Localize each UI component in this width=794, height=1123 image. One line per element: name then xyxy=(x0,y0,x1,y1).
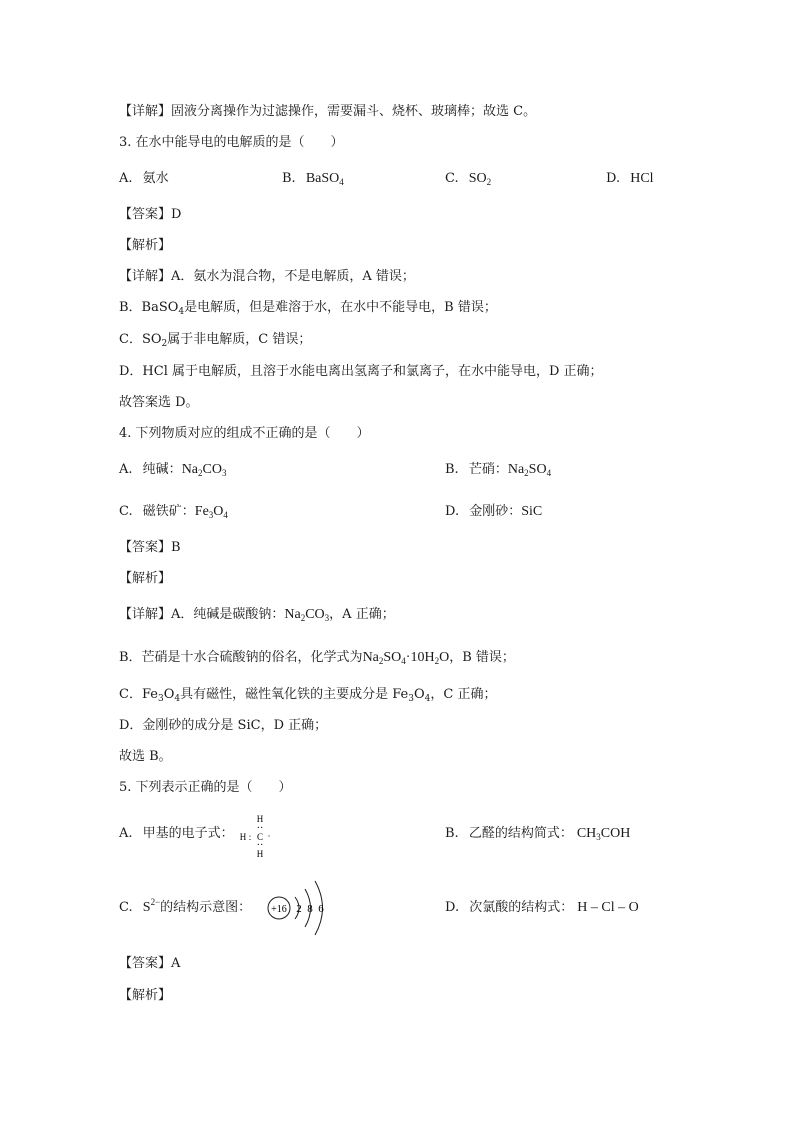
q5-option-b: B. 乙醛的结构简式： $CH_3COH$ xyxy=(445,826,631,842)
answer-label: 【答案】A xyxy=(119,956,181,971)
analysis-label: 【解析】 xyxy=(119,238,172,253)
q4-option-a: A. 纯碱：$Na_2CO_3$ xyxy=(119,462,227,478)
lewis-h-left: H xyxy=(239,832,247,842)
explanation-line: 故选 B。 xyxy=(119,749,172,764)
question-3-stem: 3. 在水中能导电的电解质的是（ ） xyxy=(119,135,344,150)
detail-line: 【详解】固液分离操作为过滤操作，需要漏斗、烧杯、玻璃棒；故选 C。 xyxy=(119,104,537,119)
question-5-stem: 5. 下列表示正确的是（ ） xyxy=(119,780,292,795)
methyl-lewis-structure xyxy=(236,812,276,862)
lewis-h-bottom: H xyxy=(256,849,264,859)
sulfur-ion-diagram xyxy=(262,875,332,940)
formula-baso4: BaSO$_4$ xyxy=(305,171,344,187)
shell-2-count: 8 xyxy=(307,903,313,915)
shell-1-count: 2 xyxy=(296,903,302,915)
explanation-line: 【详解】A．氨水为混合物，不是电解质，A 错误； xyxy=(119,269,415,284)
formula-sic: SiC xyxy=(521,504,543,519)
explanation-line: B．芒硝是十水合硫酸钠的俗名，化学式为$Na_2SO_4\cdot 10H_2O$，B 错误； xyxy=(119,650,515,666)
answer-label: 【答案】B xyxy=(119,540,181,555)
explanation-line: 【详解】A．纯碱是碳酸钠：$Na_2CO_3$，A 正确； xyxy=(119,607,395,623)
lewis-dot-right: · xyxy=(267,831,271,841)
q3-option-b xyxy=(282,170,344,188)
nucleus-charge: +16 xyxy=(271,904,287,915)
q3-option-c xyxy=(445,170,491,188)
lewis-dots-top: ·· xyxy=(256,823,264,834)
explanation-line: C．$Fe_3O_4$具有磁性，磁性氧化铁的主要成分是 $Fe_3O_4$，C 正确； xyxy=(119,687,497,704)
ion-s2-minus: $S^{2-}$ xyxy=(142,897,161,915)
answer-label: 【答案】D xyxy=(119,207,182,222)
q5-option-a: A. 甲基的电子式： xyxy=(119,826,234,841)
explanation-line: 故答案选 D。 xyxy=(119,395,199,410)
q3-option-d xyxy=(606,170,654,188)
option-label: D. xyxy=(606,171,621,186)
q5-option-c: C. $S^{2-}$的结构示意图： xyxy=(119,897,252,915)
analysis-label: 【解析】 xyxy=(119,571,172,586)
formula-so2: $SO_2$ xyxy=(468,171,492,187)
formula-hclo: H – Cl – O xyxy=(577,900,639,915)
explanation-line: B．BaSO$_4$是电解质，但是难溶于水，在水中不能导电，B 错误； xyxy=(119,300,497,317)
explanation-line: D．HCl 属于电解质，且溶于水能电离出氢离子和氯离子，在水中能导电，D 正确； xyxy=(119,364,603,379)
q5-option-d: D. 次氯酸的结构式： H – Cl – O xyxy=(445,900,639,915)
explanation-line: C．$SO_2$属于非电解质，C 错误； xyxy=(119,332,312,349)
formula-na2co3: $Na_2CO_3$ xyxy=(181,462,227,478)
analysis-label: 【解析】 xyxy=(119,988,172,1003)
q4-option-d: D. 金刚砂：SiC xyxy=(445,504,543,519)
lewis-dots-bottom: ·· xyxy=(256,840,264,851)
formula-fe3o4: $Fe_3O_4$ xyxy=(194,504,228,520)
lewis-h-top: H xyxy=(256,814,264,824)
formula-ch3coh: $CH_3COH$ xyxy=(576,826,631,842)
q3-option-a xyxy=(119,170,169,188)
lewis-colon-left: : xyxy=(248,832,252,842)
lewis-carbon: C xyxy=(256,832,264,842)
option-label: A. xyxy=(119,171,133,186)
q4-option-b: B. 芒硝：$Na_2SO_4$ xyxy=(445,462,552,478)
option-text: HCl xyxy=(630,171,654,186)
option-label: C. xyxy=(445,171,459,186)
option-text: 氨水 xyxy=(142,171,169,186)
q4-option-c: C. 磁铁矿：$Fe_3O_4$ xyxy=(119,504,228,520)
formula-na2so4: $Na_2SO_4$ xyxy=(507,462,552,478)
question-4-stem: 4. 下列物质对应的组成不正确的是（ ） xyxy=(119,426,370,441)
explanation-line: D．金刚砂的成分是 SiC，D 正确； xyxy=(119,718,328,733)
option-label: B. xyxy=(282,171,296,186)
shell-3-count: 6 xyxy=(318,903,324,915)
